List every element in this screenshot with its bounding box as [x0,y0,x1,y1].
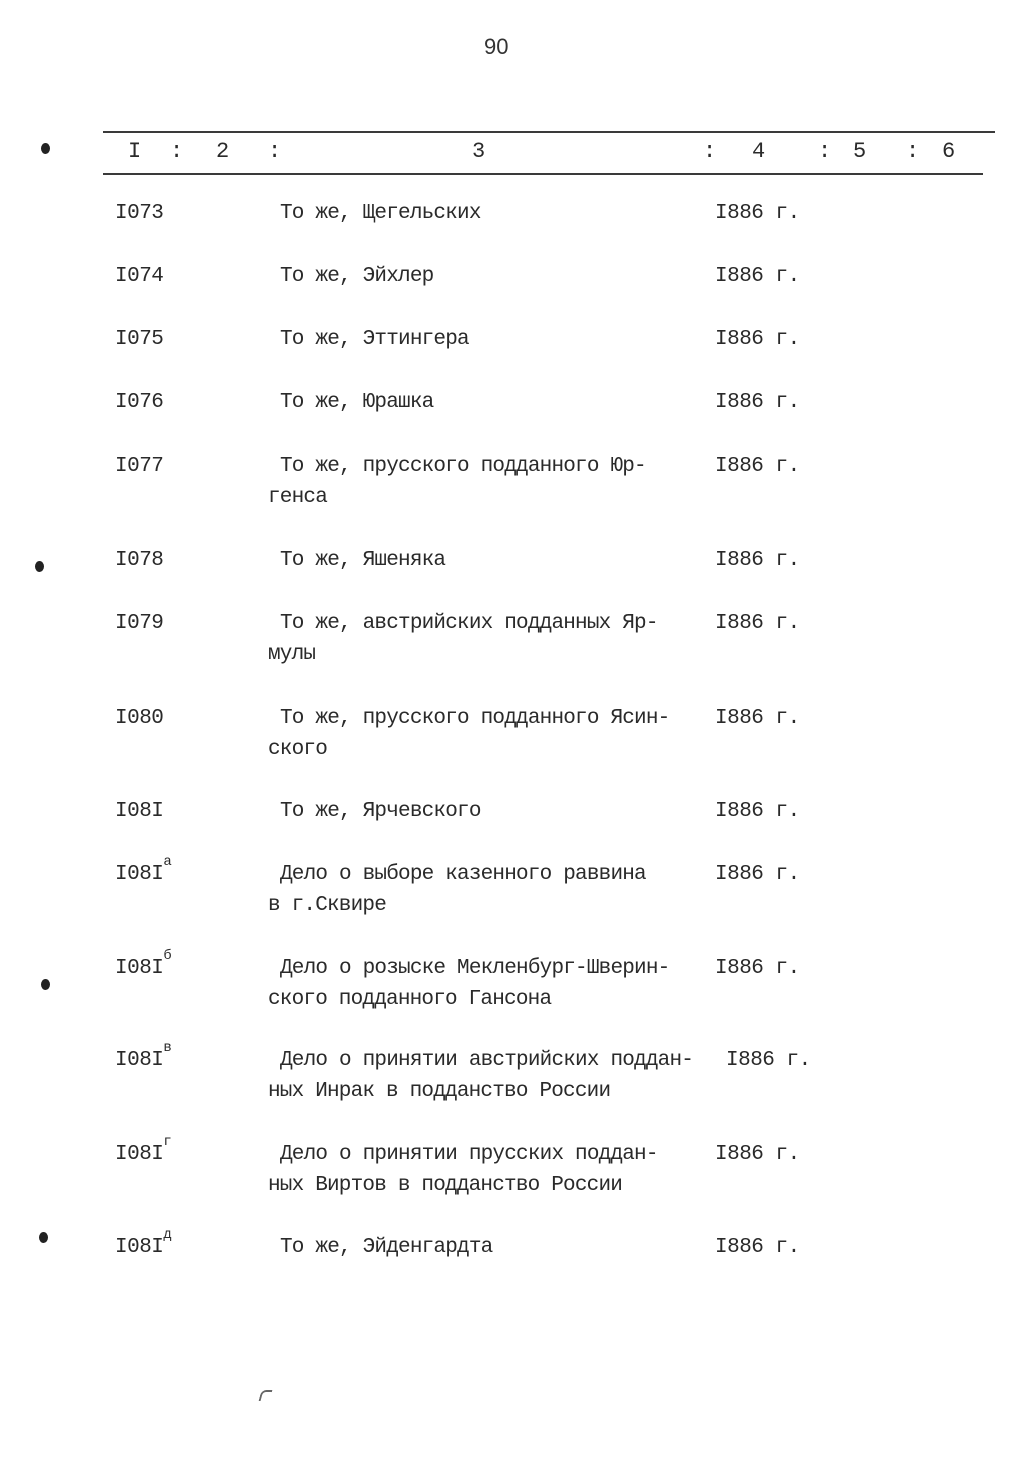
item-number: $I08I^б$ [115,948,172,980]
item-date: I886 г. [715,800,800,823]
item-number: I073 [115,202,164,225]
item-number: I075 [115,328,164,351]
item-number: $I08I^д$ [115,1227,172,1259]
item-date: I886 г. [715,328,800,351]
header-separator: : [906,139,920,164]
punch-hole-mark [41,979,50,990]
page-number: 90 [484,34,509,59]
item-date: I886 г. [715,957,800,980]
item-date: I886 г. [715,391,800,414]
item-number: I08I [115,800,164,823]
stray-pen-mark [259,1390,273,1401]
item-number: $I08I^г$ [115,1134,172,1166]
item-number: I080 [115,707,164,730]
item-description: То же, прусского подданного Юр- [280,455,646,478]
item-date: I886 г. [715,1236,800,1259]
punch-hole-mark [35,561,44,572]
header-col-1: I [128,139,142,164]
item-description-continued: мулы [268,643,316,666]
header-col-4: 4 [752,139,766,164]
item-number: $I08I^в$ [115,1040,172,1072]
table-header-rule [103,173,983,175]
header-separator: : [818,139,832,164]
item-number: I076 [115,391,164,414]
punch-hole-mark [39,1232,48,1243]
item-description: То же, Яшеняка [280,549,446,572]
item-number: I079 [115,612,164,635]
item-description: То же, австрийских подданных Яр- [280,612,658,635]
item-description: То же, Юрашка [280,391,434,414]
table-header [0,139,1024,169]
item-date: I886 г. [715,612,800,635]
header-col-5: 5 [853,139,867,164]
header-separator: : [703,139,717,164]
item-description: То же, Щегельских [280,202,481,225]
item-description-continued: в г.Сквире [268,894,387,917]
item-date: I886 г. [715,863,800,886]
item-description-continued: ных Виртов в подданство России [268,1174,623,1197]
header-col-2: 2 [216,139,230,164]
item-number: I074 [115,265,164,288]
item-description: То же, прусского подданного Ясин- [280,707,670,730]
item-description-continued: ского подданного Гансона [268,988,552,1011]
header-col-6: 6 [942,139,956,164]
item-date: I886 г. [715,265,800,288]
item-date: I886 г. [715,202,800,225]
item-description: То же, Ярчевского [280,800,481,823]
table-top-rule [103,131,995,133]
item-date: I886 г. [715,1143,800,1166]
item-description: То же, Эттингера [280,328,469,351]
item-number: I077 [115,455,164,478]
item-description: Дело о принятии австрийских поддан- [280,1049,694,1072]
item-number: $I08I^а$ [115,854,172,886]
header-separator: : [268,139,282,164]
item-description-continued: ных Инрак в подданство России [268,1080,611,1103]
item-date: I886 г. [715,455,800,478]
item-description: Дело о розыске Мекленбург-Шверин- [280,957,670,980]
item-date: I886 г. [715,549,800,572]
header-col-3: 3 [472,139,486,164]
item-description: Дело о выборе казенного раввина [280,863,646,886]
header-separator: : [170,139,184,164]
item-description: Дело о принятии прусских поддан- [280,1143,658,1166]
item-description: То же, Эйхлер [280,265,434,288]
item-description: То же, Эйденгардта [280,1236,493,1259]
item-date: I886 г. [726,1049,811,1072]
item-description-continued: генса [268,486,328,509]
punch-hole-mark [41,143,50,154]
item-description-continued: ского [268,738,328,761]
item-number: I078 [115,549,164,572]
item-date: I886 г. [715,707,800,730]
